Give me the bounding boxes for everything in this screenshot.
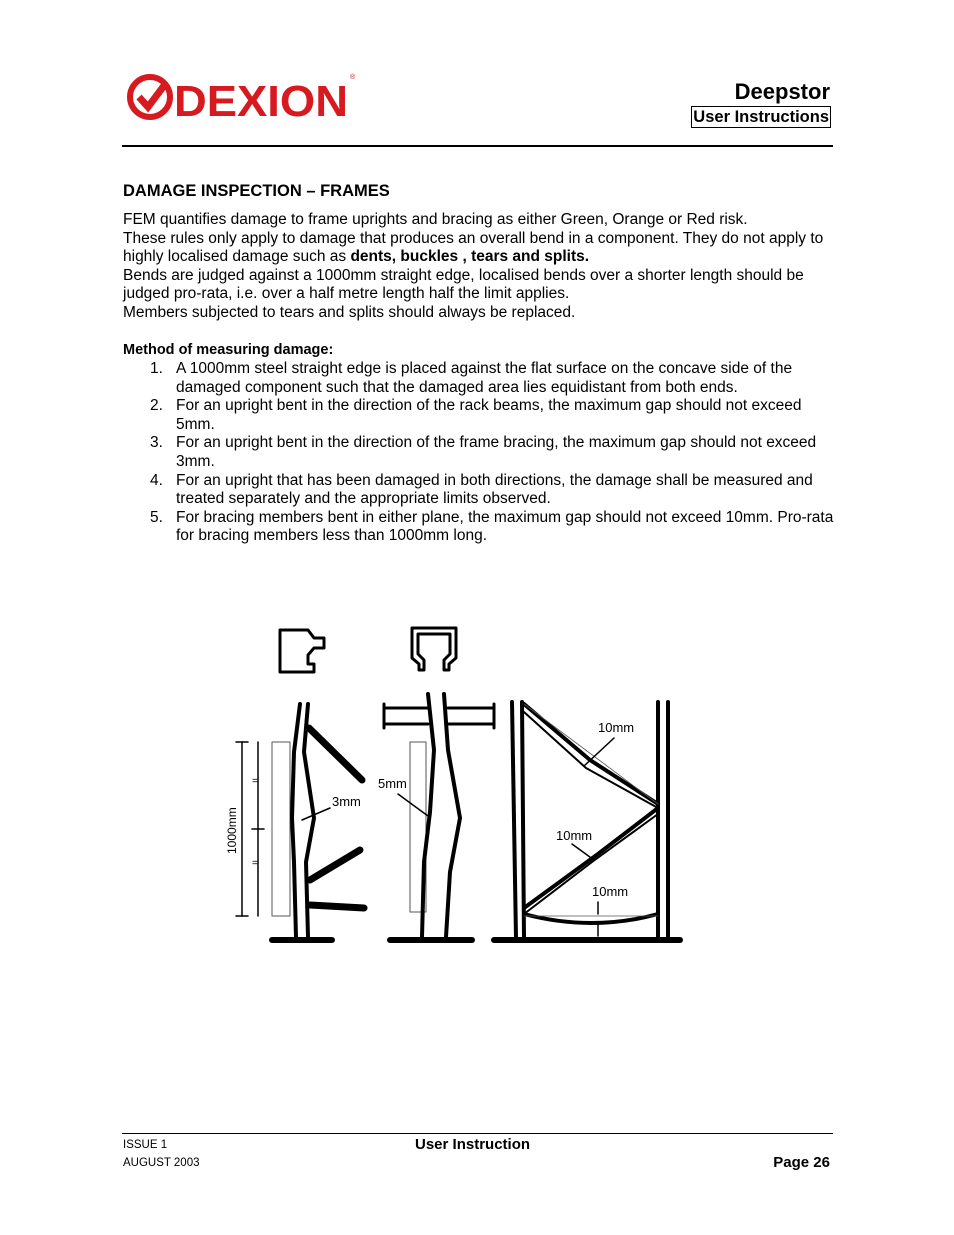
intro-line-3: Bends are judged against a 1000mm straight edge, localised bends over a shorter length should be judged pro-rata, i.e. over a half metre length half the limit applies. (123, 266, 804, 303)
gap-label-10mm-mid: 10mm (556, 828, 593, 843)
intro-line-2-bold: dents, buckles , tears and splits. (350, 248, 590, 266)
list-item (123, 472, 835, 509)
footer-date: AUGUST 2003 (123, 1157, 200, 1169)
logo-wordmark: DEXION (174, 77, 348, 124)
upright-beam-diagram (384, 694, 494, 940)
bracing-diagram (494, 702, 680, 940)
gap-label-10mm-bottom: 10mm (592, 884, 629, 899)
upright-profile-front-icon (412, 628, 456, 670)
gap-label-5mm: 5mm (378, 776, 407, 791)
list-number: 3. (150, 434, 163, 452)
gap-label-10mm-top: 10mm (598, 720, 635, 735)
intro-line-2-text: These rules only apply to damage that produces an overall bend in a component. They do not apply to highly localised damage such as (123, 229, 824, 266)
equal-mark-top: = (252, 776, 258, 787)
list-item (123, 397, 835, 434)
list-text: For an upright bent in the direction of the rack beams, the maximum gap should not exceed 5mm. (176, 397, 802, 433)
upright-profile-side-icon (280, 630, 324, 672)
list-number: 4. (150, 471, 163, 489)
list-text: For an upright that has been damaged in both directions, the damage shall be measured and treated separately and the appropriate limits observed. (176, 471, 813, 508)
list-item (123, 360, 835, 397)
intro-line-1: FEM quantifies damage to frame uprights and bracing as either Green, Orange or Red risk. (123, 211, 748, 228)
method-title: Method of measuring damage: (123, 342, 334, 358)
footer-divider (122, 1133, 833, 1134)
list-text: For bracing members bent in either plane, the maximum gap should not exceed 10mm. Pro-rata for bracing members less than 1000mm long. (176, 508, 834, 545)
equal-mark-bottom: = (252, 858, 258, 869)
intro-line-4: Members subjected to tears and splits should always be replaced. (123, 303, 576, 321)
section-title: DAMAGE INSPECTION – FRAMES (123, 182, 390, 200)
intro-line-2 (123, 230, 835, 267)
list-number: 2. (150, 397, 163, 415)
gap-label-3mm: 3mm (332, 794, 361, 809)
list-text: A 1000mm steel straight edge is placed against the flat surface on the concave side of the damaged component such that the damaged area lies equidistant from both ends. (176, 360, 793, 396)
registered-mark-icon: ® (350, 74, 356, 81)
document-subtitle: User Instructions (693, 108, 829, 126)
dimension-label: 1000mm (225, 807, 239, 854)
dexion-logo (126, 70, 358, 124)
upright-bracing-diagram (236, 704, 364, 940)
intro-text (123, 211, 835, 323)
list-item (123, 434, 835, 471)
list-item (123, 509, 835, 546)
document-title: Deepstor (734, 79, 830, 104)
method-steps (123, 360, 835, 546)
check-circle-icon (130, 77, 170, 117)
footer-title: User Instruction (415, 1136, 531, 1153)
list-number: 5. (150, 508, 163, 526)
footer-issue: ISSUE 1 (123, 1139, 168, 1151)
page-number: Page 26 (773, 1154, 830, 1171)
list-number: 1. (150, 360, 163, 377)
header-divider (122, 145, 833, 147)
damage-measurement-diagram (222, 622, 692, 952)
list-text: For an upright bent in the direction of the frame bracing, the maximum gap should not exceed 3mm. (176, 434, 817, 470)
